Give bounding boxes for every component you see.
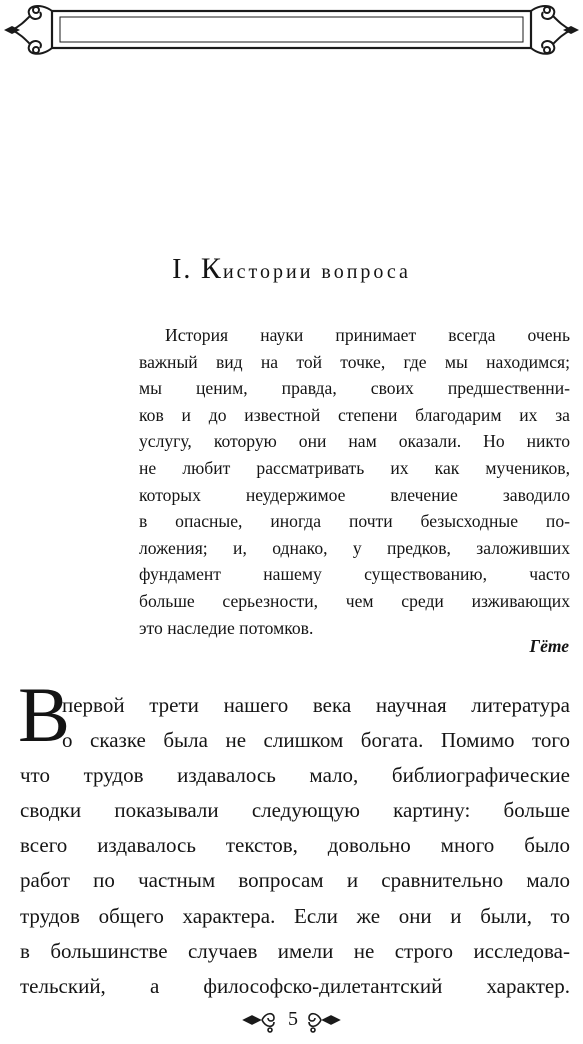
body-line: тельский, а философско-дилетантский характер. — [20, 973, 570, 998]
body-line: работ по частным вопросам и сравнительно мало — [20, 868, 570, 893]
epigraph-line: услугу, которую они нам оказали. Но никто — [139, 431, 570, 452]
body-line: первой трети нашего века научная литература — [62, 693, 570, 717]
body-line: всего издавалось текстов, довольно много было — [20, 833, 570, 858]
epigraph-line: мы ценим, правда, своих предшественни- — [139, 378, 570, 399]
chapter-number: I. — [172, 254, 193, 285]
epigraph-line: которых неудержимое влечение заводило — [139, 484, 570, 505]
body-line: что трудов издавалось мало, библиографические — [20, 763, 570, 788]
epigraph-line: ложения; и, однако, у предков, заложивших — [139, 537, 570, 558]
header-ornamental-frame — [0, 0, 583, 64]
drop-cap: В — [18, 671, 71, 758]
chapter-title — [0, 252, 583, 286]
body-line: о сказке была не слишком богата. Помимо того — [62, 728, 570, 753]
chapter-title-initial: К — [200, 252, 223, 285]
chapter-title-rest: истории вопроса — [222, 261, 411, 283]
epigraph-line: в опасные, иногда почти безысходные по- — [139, 511, 570, 532]
epigraph-line: История науки принимает всегда очень — [165, 325, 570, 345]
left-flourish-icon — [244, 1014, 274, 1032]
body-line: трудов общего характера. Если же они и были, то — [20, 903, 570, 928]
body-line: сводки показывали следующую картину: больше — [20, 798, 570, 823]
right-flourish-icon — [309, 1014, 339, 1032]
body-line: в большинстве случаев имели не строго исследова- — [20, 938, 570, 963]
epigraph-line: ков и до известной степени благодарим их за — [139, 404, 570, 425]
body-paragraph — [20, 688, 570, 1004]
epigraph-line: важный вид на той точке, где мы находимся; — [139, 351, 570, 372]
epigraph-line: не любит рассматривать их как мучеников, — [139, 457, 570, 478]
epigraph-author: Гёте — [529, 636, 569, 656]
epigraph-line: больше серьезности, чем среди изживающих — [139, 590, 570, 611]
epigraph-line: это наследие потомков. — [139, 617, 314, 638]
epigraph — [139, 322, 570, 641]
epigraph-line: фундамент нашему существованию, часто — [139, 564, 570, 585]
page-number: 5 — [288, 1008, 298, 1030]
